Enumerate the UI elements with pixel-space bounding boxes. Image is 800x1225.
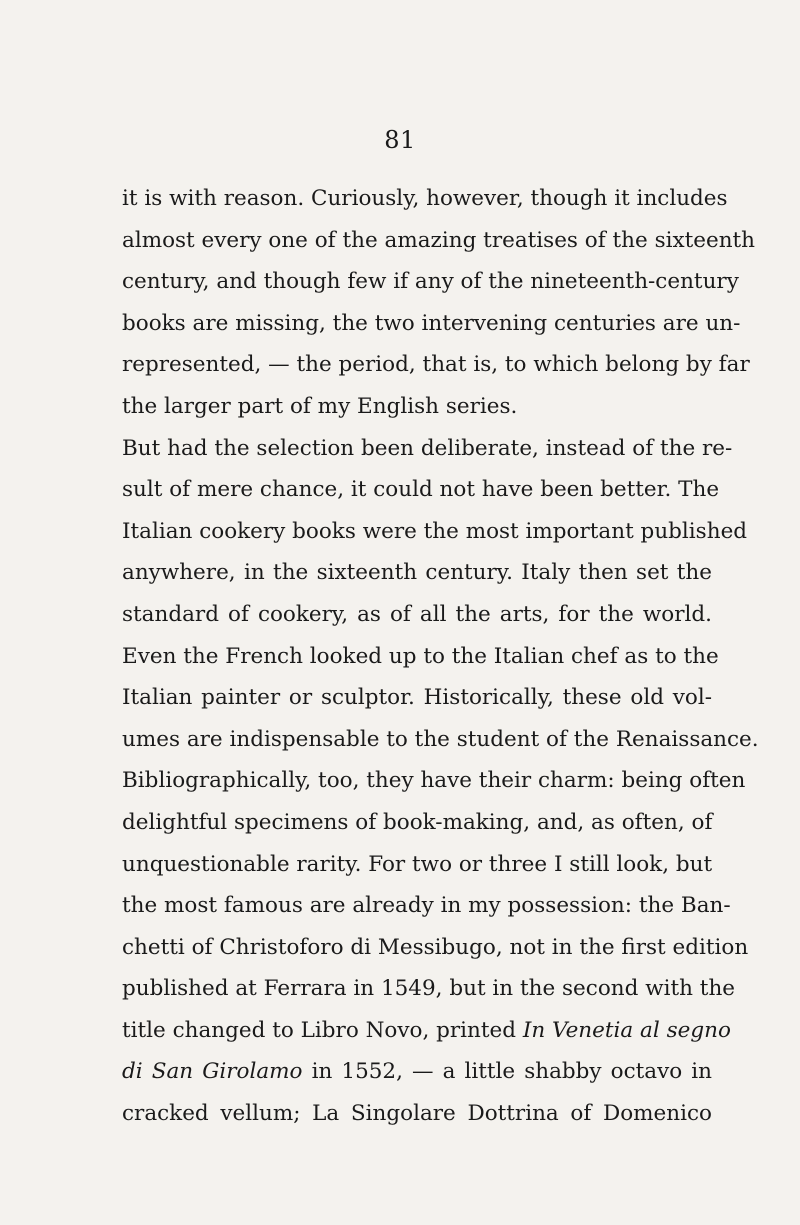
text-line: almost every one of the amazing treatises of the sixteenth: [122, 227, 756, 253]
italic-title-segment: In Venetia al segno: [522, 1017, 731, 1043]
text-line-italic-1: [122, 1010, 731, 1052]
text-line: anywhere, in the sixteenth century. Italy then set the: [122, 560, 712, 586]
text-segment: in 1552, — a little shabby octavo in: [302, 1059, 712, 1085]
text-segment: title changed to Libro Novo, printed: [122, 1017, 523, 1043]
text-line: But had the selection been deliberate, instead of the re-: [122, 435, 733, 461]
text-line: the larger part of my English series.: [122, 393, 518, 419]
text-line-italic-2: [122, 1051, 712, 1093]
text-line: standard of cookery, as of all the arts, for the world.: [122, 601, 712, 627]
text-line: delightful specimens of book-making, and, as often, of: [122, 809, 713, 835]
text-line: published at Ferrara in 1549, but in the second with the: [122, 976, 736, 1002]
text-line: Italian painter or sculptor. Historically, these old vol-: [122, 685, 712, 711]
text-line: century, and though few if any of the nineteenth-century: [122, 269, 739, 295]
text-line: the most famous are already in my possession: the Ban-: [122, 893, 731, 919]
text-line: chetti of Christoforo di Messibugo, not in the first edition: [122, 934, 749, 960]
text-line: Even the French looked up to the Italian chef as to the: [122, 643, 719, 669]
body-text: [122, 178, 759, 1135]
text-line: Bibliographically, too, they have their charm: being often: [122, 768, 746, 794]
text-line: unquestionable rarity. For two or three I still look, but: [122, 851, 713, 877]
text-line: umes are indispensable to the student of the Renaissance.: [122, 726, 759, 752]
italic-title-segment: di San Girolamo: [122, 1059, 303, 1085]
text-line: cracked vellum; La Singolare Dottrina of Domenico: [122, 1101, 712, 1127]
text-line: it is with reason. Curiously, however, though it includes: [122, 186, 728, 211]
text-line: sult of mere chance, it could not have been better. The: [122, 477, 720, 503]
text-line: represented, — the period, that is, to which belong by far: [122, 352, 750, 378]
text-line: Italian cookery books were the most important published: [122, 518, 748, 544]
text-line: books are missing, the two intervening centuries are un-: [122, 310, 741, 336]
page-number: 81: [384, 126, 416, 154]
